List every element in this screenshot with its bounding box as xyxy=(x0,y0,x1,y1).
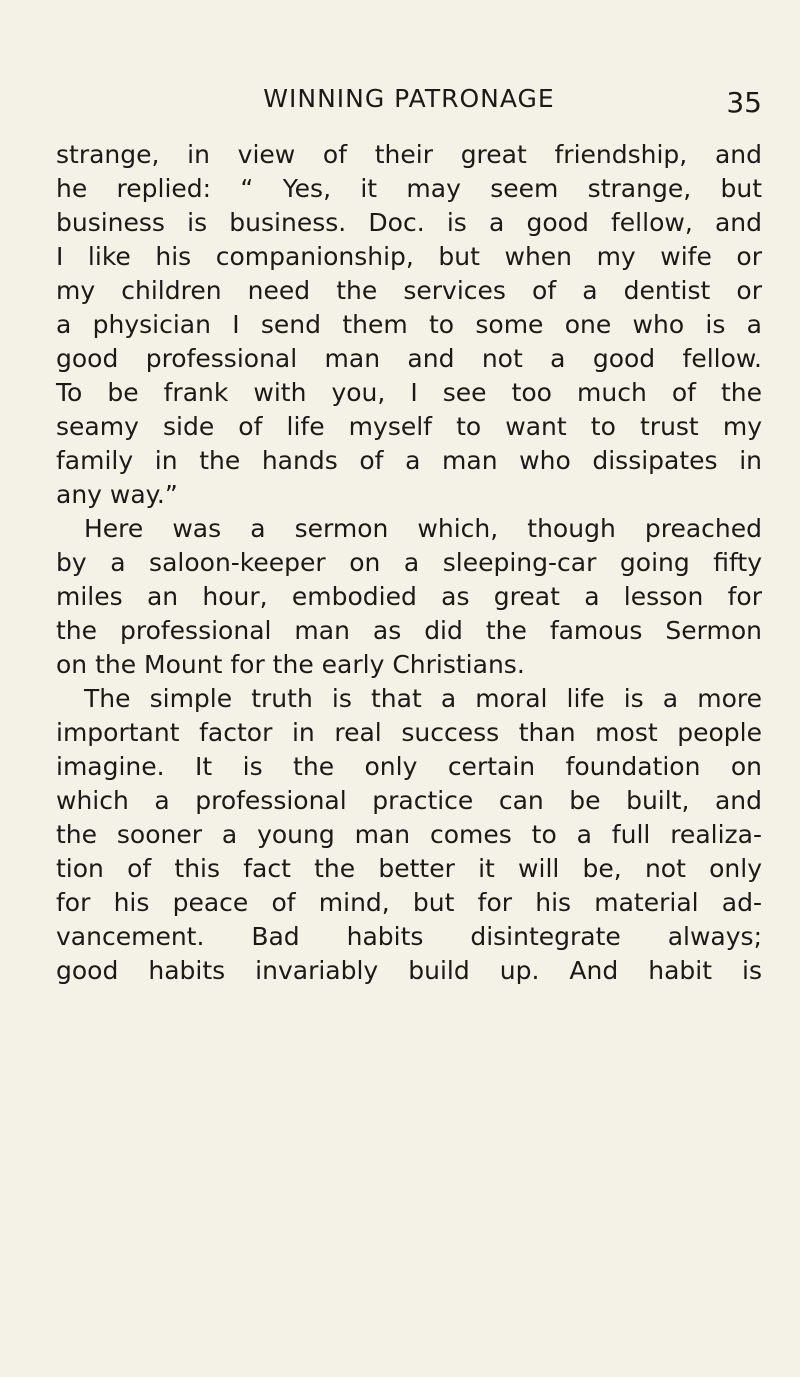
text-line: tion of this fact the better it will be, not only xyxy=(56,854,762,883)
text-line: To be frank with you, I see too much of the xyxy=(56,378,762,407)
text-line: important factor in real success than most people xyxy=(56,718,762,747)
text-line: the professional man as did the famous Sermon xyxy=(56,616,762,645)
text-line: Here was a sermon which, though preached xyxy=(84,514,762,543)
text-line: business is business. Doc. is a good fellow, and xyxy=(56,208,762,237)
text-line: strange, in view of their great friendship, and xyxy=(56,140,762,169)
body-text xyxy=(56,138,762,988)
text-line: imagine. It is the only certain foundation on xyxy=(56,752,762,781)
text-line: my children need the services of a dentist or xyxy=(56,276,762,305)
text-line: by a saloon-keeper on a sleeping-car going fifty xyxy=(56,548,762,577)
text-line: The simple truth is that a moral life is a more xyxy=(84,684,762,713)
running-head xyxy=(56,82,762,118)
text-line: he replied: “ Yes, it may seem strange, but xyxy=(56,174,762,203)
text-line: vancement. Bad habits disintegrate always; xyxy=(56,922,762,951)
text-line: a physician I send them to some one who is a xyxy=(56,310,762,339)
text-line: good habits invariably build up. And habit is xyxy=(56,956,762,985)
text-line: for his peace of mind, but for his material ad- xyxy=(56,888,762,917)
running-title: WINNING PATRONAGE xyxy=(263,84,555,113)
text-line: which a professional practice can be built, and xyxy=(56,786,762,815)
text-line: I like his companionship, but when my wife or xyxy=(56,242,762,271)
text-line: any way.” xyxy=(56,480,178,509)
text-line: seamy side of life myself to want to trust my xyxy=(56,412,762,441)
text-line: good professional man and not a good fellow. xyxy=(56,344,762,373)
text-line: the sooner a young man comes to a full realiza- xyxy=(56,820,762,849)
page-number: 35 xyxy=(726,86,762,119)
text-line: miles an hour, embodied as great a lesson for xyxy=(56,582,762,611)
text-line: on the Mount for the early Christians. xyxy=(56,650,525,679)
text-line: family in the hands of a man who dissipates in xyxy=(56,446,762,475)
